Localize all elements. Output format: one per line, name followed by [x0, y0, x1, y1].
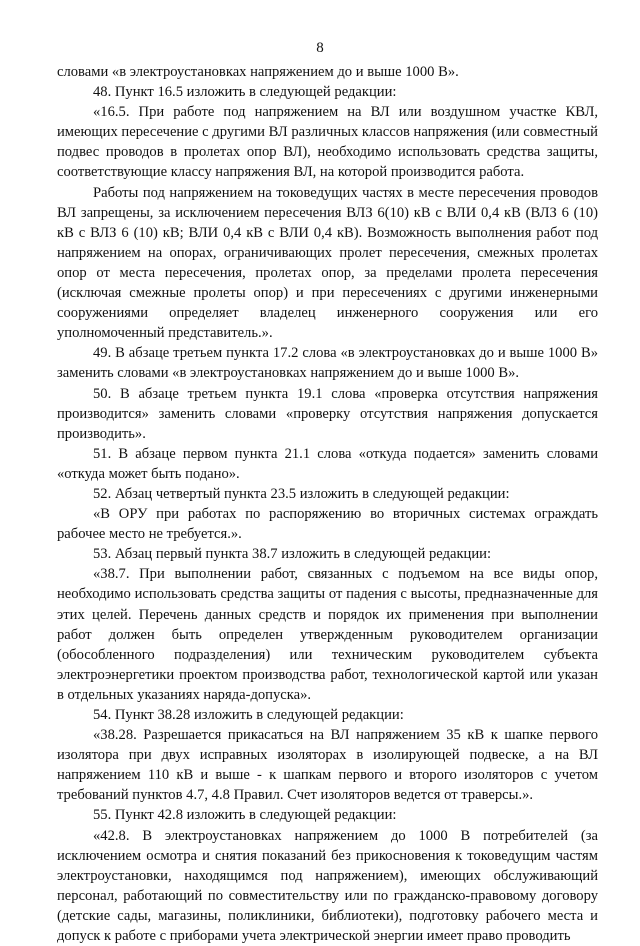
- paragraph-quote-38-7: «38.7. При выполнении работ, связанных с подъемом на все виды опор, необходимо использовать средства защиты от падения с высоты, предназначенные для этих целей. Перечень данных средств и порядок их применения при выполнении работ должен быть определен утвержденным руководителем организации (обособленного подразделения) или техническим руководителем субъекта электроэнергетики проектом производства работ, технологической картой или указан в отдельных указаниях наряда-допуска».: [57, 566, 598, 703]
- paragraph-item-53: 53. Абзац первый пункта 38.7 изложить в следующей редакции:: [93, 546, 492, 563]
- paragraph-item-52: 52. Абзац четвертый пункта 23.5 изложить в следующей редакции:: [93, 485, 510, 502]
- paragraph-quote-16-5: «16.5. При работе под напряжением на ВЛ или воздушном участке КВЛ, имеющих пересечение с другими ВЛ различных классов напряжения (или совместный подвес проводов в пролетах опор ВЛ), необходимо использовать средства защиты, соответствующие классу напряжения ВЛ, на которой производится работа.: [57, 104, 598, 181]
- paragraph-quote-42-8: «42.8. В электроустановках напряжением до 1000 В потребителей (за исключением осмотра и снятия показаний без прикосновения к токоведущим частям электроустановки, находящимся под напряжением), имеющих обслуживающий персонал, работающий по совместительству или по гражданско-правовому договору (детские сады, магазины, поликлиники, библиотеки), подготовку рабочего места и допуск к работе с приборами учета электрической энергии имеет право проводить: [57, 827, 598, 945]
- paragraph-continuation: словами «в электроустановках напряжением до и выше 1000 В».: [57, 64, 459, 80]
- paragraph-quote-38-28: «38.28. Разрешается прикасаться на ВЛ напряжением 35 кВ к шапке первого изолятора при двух исправных изоляторах в изолирующей подвеске, а на ВЛ напряжением 110 кВ и выше - к шапкам первого и второго изоляторов с учетом требований пунктов 4.7, 4.8 Правил. Счет изоляторов ведется от траверсы.».: [57, 727, 598, 804]
- paragraph-quote-16-5-cont: Работы под напряжением на токоведущих частях в месте пересечения проводов ВЛ запрещены, за исключением пересечения ВЛЗ 6(10) кВ с ВЛИ 0,4 кВ (ВЛЗ 6 (10) кВ с ВЛЗ 6 (10) кВ; ВЛИ 0,4 кВ с ВЛИ 0,4 кВ). Возможность выполнения работ под напряжением на опорах, ограничивающих пролет пересечения, смежных пролетах опор от места пересечения, пролетах опор, за пределами пролета пересечения (исключая смежные пролеты опор) и при пересечениях с другими инженерными сооружениями определяет владелец инженерного сооружения или его уполномоченный представитель.».: [57, 184, 598, 342]
- page-number: 8: [316, 40, 324, 56]
- paragraph-item-51: 51. В абзаце первом пункта 21.1 слова «откуда подается» заменить словами «откуда может быть подано».: [57, 445, 598, 482]
- paragraph-item-50: 50. В абзаце третьем пункта 19.1 слова «проверка отсутствия напряжения производится» заменить словами «проверку отсутствия напряжения допускается производить».: [57, 385, 598, 442]
- document-body: [57, 62, 598, 946]
- paragraph-quote-23-5: «В ОРУ при работах по распоряжению во вторичных системах ограждать рабочее место не требуется.».: [57, 506, 598, 543]
- paragraph-item-54: 54. Пункт 38.28 изложить в следующей редакции:: [93, 707, 404, 723]
- paragraph-item-48: 48. Пункт 16.5 изложить в следующей редакции:: [93, 84, 397, 101]
- paragraph-item-49: 49. В абзаце третьем пункта 17.2 слова «в электроустановках до и выше 1000 В» заменить словами «в электроустановках напряжением до и выше 1000 В».: [57, 345, 598, 382]
- paragraph-item-55: 55. Пункт 42.8 изложить в следующей редакции:: [93, 807, 397, 824]
